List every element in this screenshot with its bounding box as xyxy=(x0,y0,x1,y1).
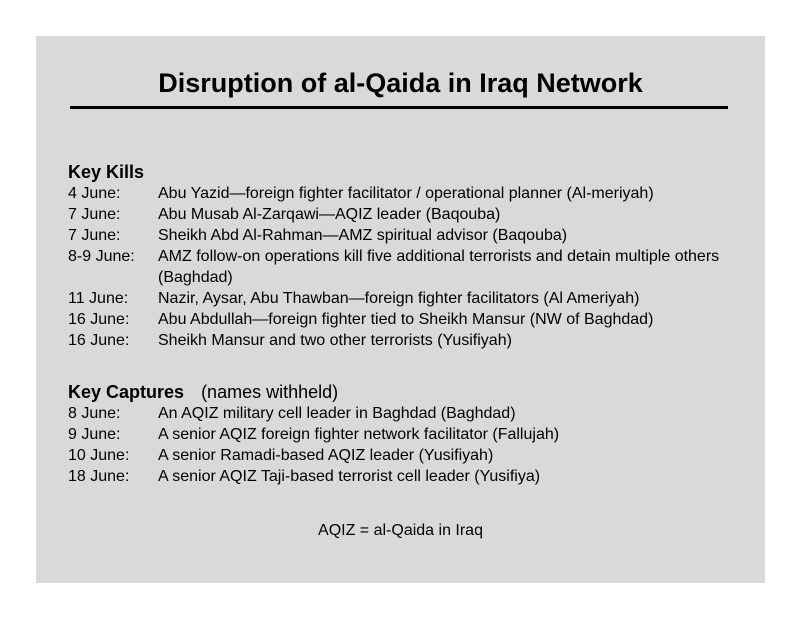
names-withheld-note: (names withheld) xyxy=(201,382,339,402)
kill-description: Abu Musab Al-Zarqawi—AQIZ leader (Baqouba) xyxy=(158,206,501,223)
key-kills-section xyxy=(68,161,748,351)
kill-entry xyxy=(68,288,748,309)
kill-date: 7 June: xyxy=(68,227,121,244)
kill-description: Sheikh Mansur and two other terrorists (Yusifiyah) xyxy=(158,332,512,349)
capture-date: 18 June: xyxy=(68,468,130,485)
kill-description: Abu Yazid—foreign fighter facilitator / operational planner (Al-meriyah) xyxy=(158,185,654,202)
capture-entry xyxy=(68,403,748,424)
capture-description: An AQIZ military cell leader in Baghdad (Baghdad) xyxy=(158,405,516,422)
slide-title: Disruption of al-Qaida in Iraq Network xyxy=(158,68,643,98)
kill-date: 16 June: xyxy=(68,332,130,349)
kill-entry xyxy=(68,309,748,330)
kill-date: 11 June: xyxy=(68,290,129,307)
kill-date: 4 June: xyxy=(68,185,121,202)
kill-entry xyxy=(68,246,748,288)
capture-description: A senior AQIZ Taji-based terrorist cell leader (Yusifiya) xyxy=(158,468,541,485)
kill-entry xyxy=(68,183,748,204)
capture-date: 8 June: xyxy=(68,405,121,422)
kill-date: 7 June: xyxy=(68,206,121,223)
slide xyxy=(36,36,765,583)
kill-entry xyxy=(68,204,748,225)
kill-entry xyxy=(68,330,748,351)
kill-description: Abu Abdullah—foreign fighter tied to Sheikh Mansur (NW of Baghdad) xyxy=(158,311,654,328)
capture-entry xyxy=(68,445,748,466)
capture-description: A senior AQIZ foreign fighter network facilitator (Fallujah) xyxy=(158,426,560,443)
capture-description: A senior Ramadi-based AQIZ leader (Yusifiyah) xyxy=(158,447,494,464)
kill-description: Sheikh Abd Al-Rahman—AMZ spiritual advisor (Baqouba) xyxy=(158,227,568,244)
kill-date: 8-9 June: xyxy=(68,248,135,265)
kill-description: AMZ follow-on operations kill five additional terrorists and detain multiple others (Baghdad) xyxy=(158,248,720,286)
kill-date: 16 June: xyxy=(68,311,130,328)
key-captures-section xyxy=(68,381,748,487)
acronym-footnote: AQIZ = al-Qaida in Iraq xyxy=(318,522,483,539)
key-kills-heading: Key Kills xyxy=(68,162,145,182)
capture-date: 9 June: xyxy=(68,426,121,443)
capture-date: 10 June: xyxy=(68,447,130,464)
capture-entry xyxy=(68,466,748,487)
capture-entry xyxy=(68,424,748,445)
kill-description: Nazir, Aysar, Abu Thawban—foreign fighter facilitators (Al Ameriyah) xyxy=(158,290,640,307)
kill-entry xyxy=(68,225,748,246)
title-underline xyxy=(70,106,728,109)
key-captures-heading: Key Captures xyxy=(68,382,185,402)
